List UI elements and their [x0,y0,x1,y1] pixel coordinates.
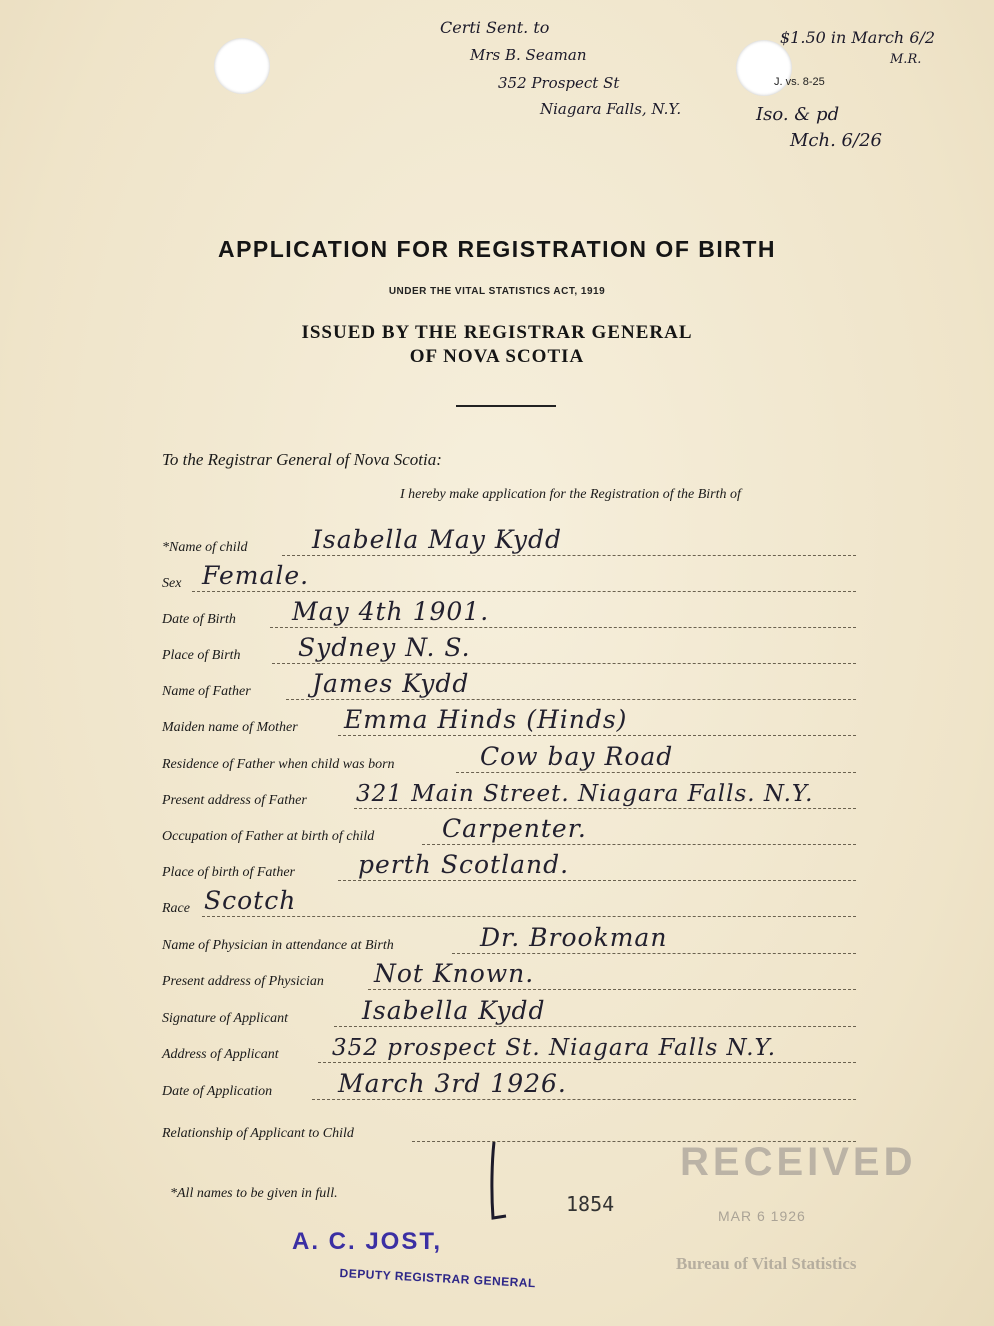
field-date-of-birth [162,598,856,632]
field-line [334,1026,856,1027]
form-title: APPLICATION FOR REGISTRATION OF BIRTH [217,236,777,262]
field-line [338,880,856,881]
field-value[interactable]: Cow bay Road [480,742,674,771]
field-signature-of-applicant [162,997,856,1031]
deputy-registrar-stamp-name: A. C. JOST, [292,1228,443,1255]
field-value[interactable]: Isabella Kydd [362,996,546,1025]
note-left-3: 352 Prospect St [498,74,620,92]
field-name-of-father [162,670,856,704]
note-right-4: Mch. 6/26 [790,130,882,151]
note-right-3: Iso. & pd [756,104,840,125]
field-label: Signature of Applicant [162,1011,288,1026]
field-maiden-name-of-mother [162,706,856,740]
field-line [422,844,856,845]
field-value[interactable]: May 4th 1901. [292,597,490,626]
field-line [202,916,856,917]
field-line [456,772,856,773]
field-sex [162,562,856,596]
field-value[interactable]: Scotch [204,886,297,915]
field-label: Occupation of Father at birth of child [162,829,375,844]
field-address-of-applicant [162,1033,856,1067]
deputy-registrar-stamp-title: DEPUTY REGISTRAR GENERAL [339,1266,537,1291]
footnote: *All names to be given in full. [170,1186,338,1201]
field-label: Address of Applicant [162,1047,279,1062]
note-right-2: M.R. [890,52,922,67]
field-label: Date of Application [162,1084,273,1099]
field-line [272,663,856,664]
form-subtitle: UNDER THE VITAL STATISTICS ACT, 1919 [388,286,606,297]
field-place-of-birth-of-father [162,851,856,885]
field-line [270,627,856,628]
field-date-of-application [162,1070,856,1104]
field-label: Present address of Physician [162,974,324,989]
field-label: *Name of child [162,540,248,555]
field-value[interactable]: Isabella May Kydd [312,525,563,554]
field-label: Name of Father [162,684,251,699]
field-label: Residence of Father when child was born [162,757,395,772]
field-label: Place of birth of Father [162,865,295,880]
issued-by-line-2: OF NOVA SCOTIA [409,346,585,367]
field-value[interactable]: James Kydd [312,669,470,698]
field-name-of-physician [162,924,856,958]
field-label: Name of Physician in attendance at Birth [162,938,394,953]
field-line [338,735,856,736]
field-name-of-child [162,526,856,560]
handwritten-bracket-mark [488,1140,508,1220]
field-line [282,555,856,556]
note-left-2: Mrs B. Seaman [470,46,587,64]
field-line [354,808,856,809]
field-line [312,1099,856,1100]
field-label: Place of Birth [162,648,241,663]
field-label: Date of Birth [162,612,236,627]
field-value[interactable]: 321 Main Street. Niagara Falls. N.Y. [356,781,814,807]
field-value[interactable]: March 3rd 1926. [338,1069,567,1098]
salutation: To the Registrar General of Nova Scotia: [162,450,442,469]
field-occupation-of-father [162,815,856,849]
field-present-address-of-physician [162,960,856,994]
note-left-1: Certi Sent. to [440,18,550,37]
received-stamp-date: MAR 6 1926 [718,1208,806,1224]
field-line [318,1062,856,1063]
field-label: Race [162,901,190,916]
field-value[interactable]: Dr. Brookman [480,923,668,952]
title-divider [456,405,556,407]
field-value[interactable]: Sydney N. S. [298,633,471,662]
form-code: J. vs. 8-25 [774,76,825,88]
note-left-4: Niagara Falls, N.Y. [540,100,682,118]
field-value[interactable]: 352 prospect St. Niagara Falls N.Y. [332,1035,777,1061]
field-value[interactable]: Carpenter. [442,814,587,843]
field-residence-of-father [162,743,856,777]
field-value[interactable]: perth Scotland. [358,850,570,879]
field-line [192,591,856,592]
field-label: Sex [162,576,182,591]
field-label: Maiden name of Mother [162,720,298,735]
punch-hole-left [214,38,270,94]
field-label: Relationship of Applicant to Child [162,1126,354,1141]
received-stamp-bureau: Bureau of Vital Statistics [676,1254,857,1273]
field-place-of-birth [162,634,856,668]
field-label: Present address of Father [162,793,307,808]
field-value[interactable]: Female. [202,561,310,590]
note-right-1: $1.50 in March 6/2 [780,28,936,47]
received-stamp: RECEIVED [680,1140,917,1184]
field-value[interactable]: Emma Hinds (Hinds) [344,705,628,734]
field-line [286,699,856,700]
intro-text: I hereby make application for the Registration of the Birth of [400,487,741,502]
field-race [162,887,856,921]
registration-number: 1854 [566,1192,615,1216]
issued-by-line-1: ISSUED BY THE REGISTRAR GENERAL [301,322,693,343]
field-present-address-of-father [162,779,856,813]
field-line [368,989,856,990]
field-line [452,953,856,954]
field-value[interactable]: Not Known. [374,959,535,988]
